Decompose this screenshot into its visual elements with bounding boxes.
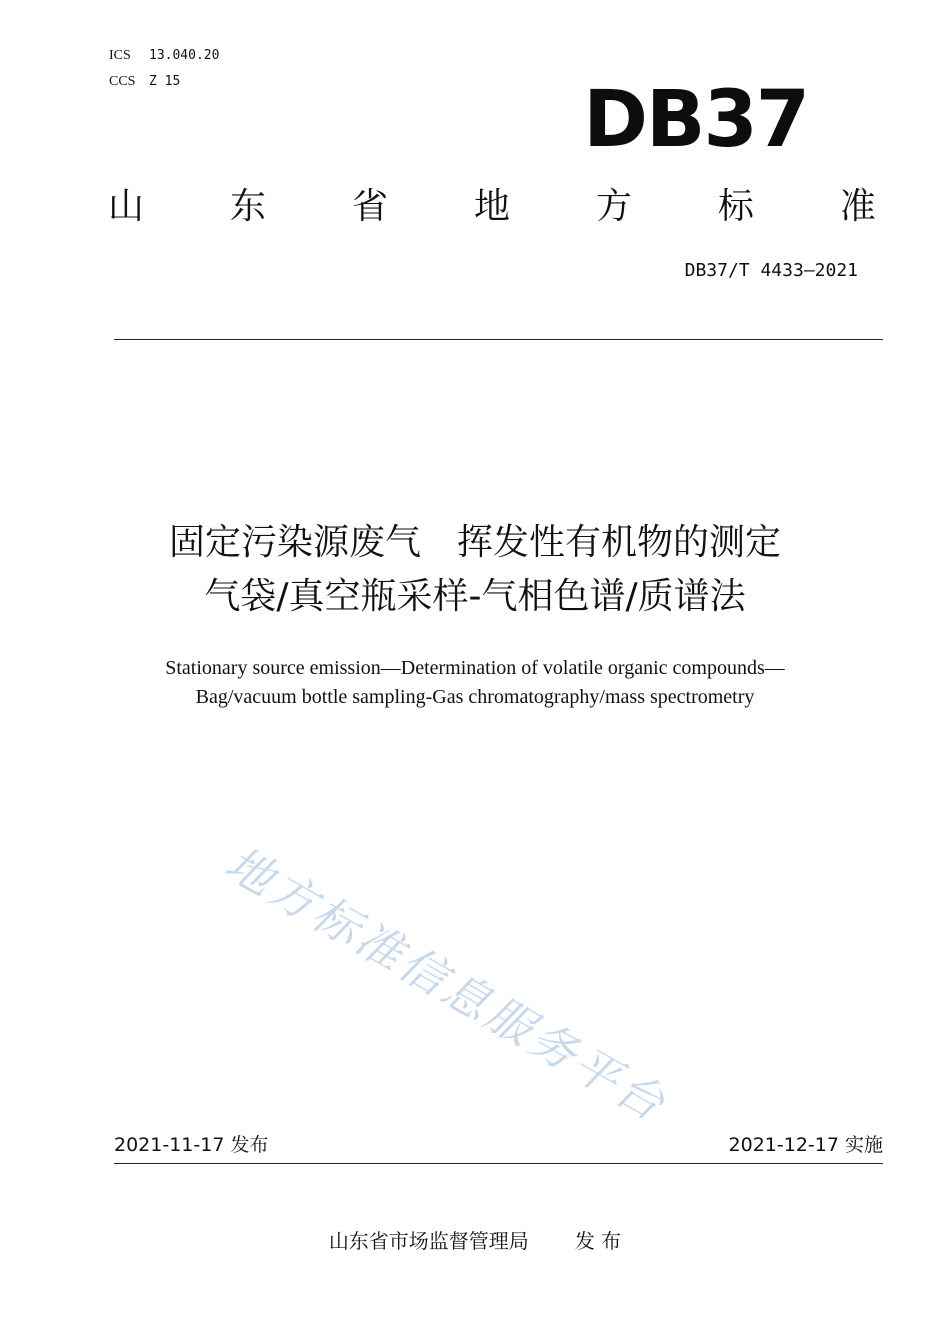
issuer-line: [0, 1227, 950, 1255]
bottom-divider: [114, 1163, 883, 1164]
ics-label: ICS: [109, 48, 131, 63]
db37-logo: DB37: [583, 75, 808, 165]
ics-code: [109, 46, 219, 65]
standard-type-char: 准: [839, 186, 876, 227]
standard-type-char: 省: [351, 186, 388, 227]
ics-value: 13.040.20: [149, 48, 220, 63]
ccs-code: [109, 72, 180, 91]
platform-watermark: 地方标准信息服务平台: [216, 835, 677, 1133]
standard-type-char: 东: [229, 186, 266, 227]
title-en-line2: Bag/vacuum bottle sampling-Gas chromatography/mass spectrometry: [195, 686, 755, 708]
standard-type-char: 山: [108, 186, 145, 227]
release-date: 2021-11-17 发布: [114, 1134, 269, 1156]
ccs-label: CCS: [109, 74, 136, 89]
issuer-action: 发 布: [574, 1229, 622, 1253]
title-en-line1: Stationary source emission—Determination of volatile organic compounds—: [165, 657, 785, 679]
standard-type-char: 标: [717, 186, 754, 227]
standard-type: [108, 184, 876, 230]
standard-number: DB37/T 4433—2021: [684, 260, 858, 281]
standard-type-char: 方: [595, 186, 632, 227]
ccs-value: Z 15: [149, 74, 181, 89]
title-cn-line2: 气袋/真空瓶采样-气相色谱/质谱法: [204, 576, 746, 617]
implementation-date: 2021-12-17 实施: [728, 1134, 883, 1156]
issuer-name: 山东省市场监督管理局: [328, 1229, 529, 1253]
standard-type-char: 地: [473, 186, 510, 227]
title-cn-line1: 固定污染源废气 挥发性有机物的测定: [168, 522, 781, 563]
top-divider: [114, 339, 883, 340]
